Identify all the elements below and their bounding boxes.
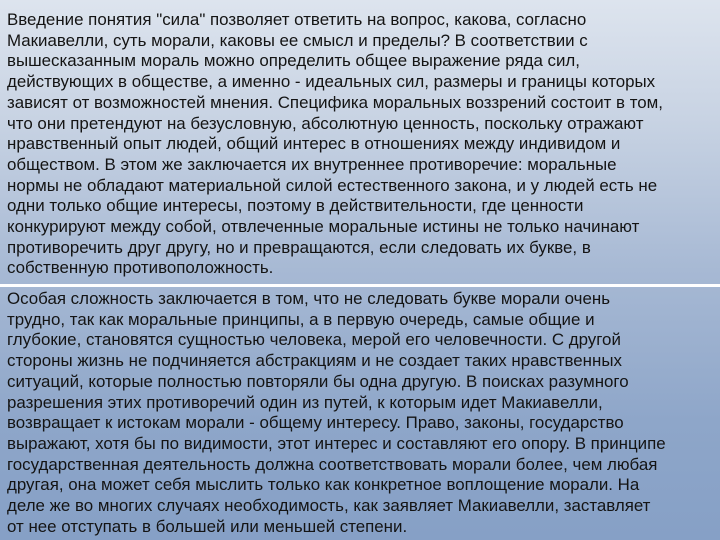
text-line: выражают, хотя бы по видимости, этот интерес и составляют его опору. В принципе — [7, 433, 666, 453]
text-line: разрешения этих противоречий один из путей, к которым идет Макиавелли, — [7, 392, 603, 412]
text-line: что они претендуют на безусловную, абсолютную ценность, поскольку отражают — [7, 113, 644, 133]
text-line: действующих в обществе, а именно - идеальных сил, размеры и границы которых — [7, 72, 656, 92]
text-line: вышесказанным мораль можно определить общее выражение ряда сил, — [7, 51, 580, 71]
text-line: от нее отступать в большей или меньшей степени. — [7, 516, 408, 536]
text-line: трудно, так как моральные принципы, а в первую очередь, самые общие и — [7, 309, 595, 329]
text-line: одни только общие интересы, поэтому в действительности, где ценности — [7, 196, 584, 216]
text-line: глубокие, становятся сущностью человека, мерой его человечности. С другой — [7, 330, 621, 350]
text-line: обществом. В этом же заключается их внутреннее противоречие: моральные — [7, 154, 617, 174]
text-block-bottom — [7, 289, 713, 540]
text-line: Макиавелли, суть морали, каковы ее смысл и пределы? В соответствии с — [7, 30, 588, 50]
text-line: Особая сложность заключается в том, что не следовать букве морали очень — [7, 289, 610, 308]
block-divider — [0, 284, 720, 287]
text-line: государственная деятельность должна соответствовать морали более, чем любая — [7, 454, 658, 474]
text-line: собственную противоположность. — [7, 258, 274, 278]
text-line: ситуаций, которые полностью повторяли бы одна другую. В поисках разумного — [7, 371, 629, 391]
text-line: нормы не обладают материальной силой естественного закона, и у людей есть не — [7, 175, 658, 195]
text-line: конкурируют между собой, отвлеченные моральные истины не только начинают — [7, 217, 640, 237]
text-line: зависят от возможностей мнения. Специфика моральных воззрений состоит в том, — [7, 92, 663, 112]
text-block-top — [7, 10, 713, 282]
text-line: нравственный опыт людей, общий интерес в отношениях между индивидом и — [7, 134, 621, 154]
text-line: деле же во многих случаях необходимость, как заявляет Макиавелли, заставляет — [7, 496, 651, 516]
text-line: противоречить друг другу, но и превращаются, если следовать их букве, в — [7, 237, 591, 257]
text-line: возвращает к истокам морали - общему интересу. Право, законы, государство — [7, 413, 624, 433]
text-line: Введение понятия "сила" позволяет ответить на вопрос, какова, согласно — [7, 10, 587, 29]
text-line: другая, она может себя мыслить только как конкретное воплощение морали. На — [7, 475, 640, 495]
text-line: стороны жизнь не подчиняется абстракциям и не создает таких нравственных — [7, 351, 622, 371]
